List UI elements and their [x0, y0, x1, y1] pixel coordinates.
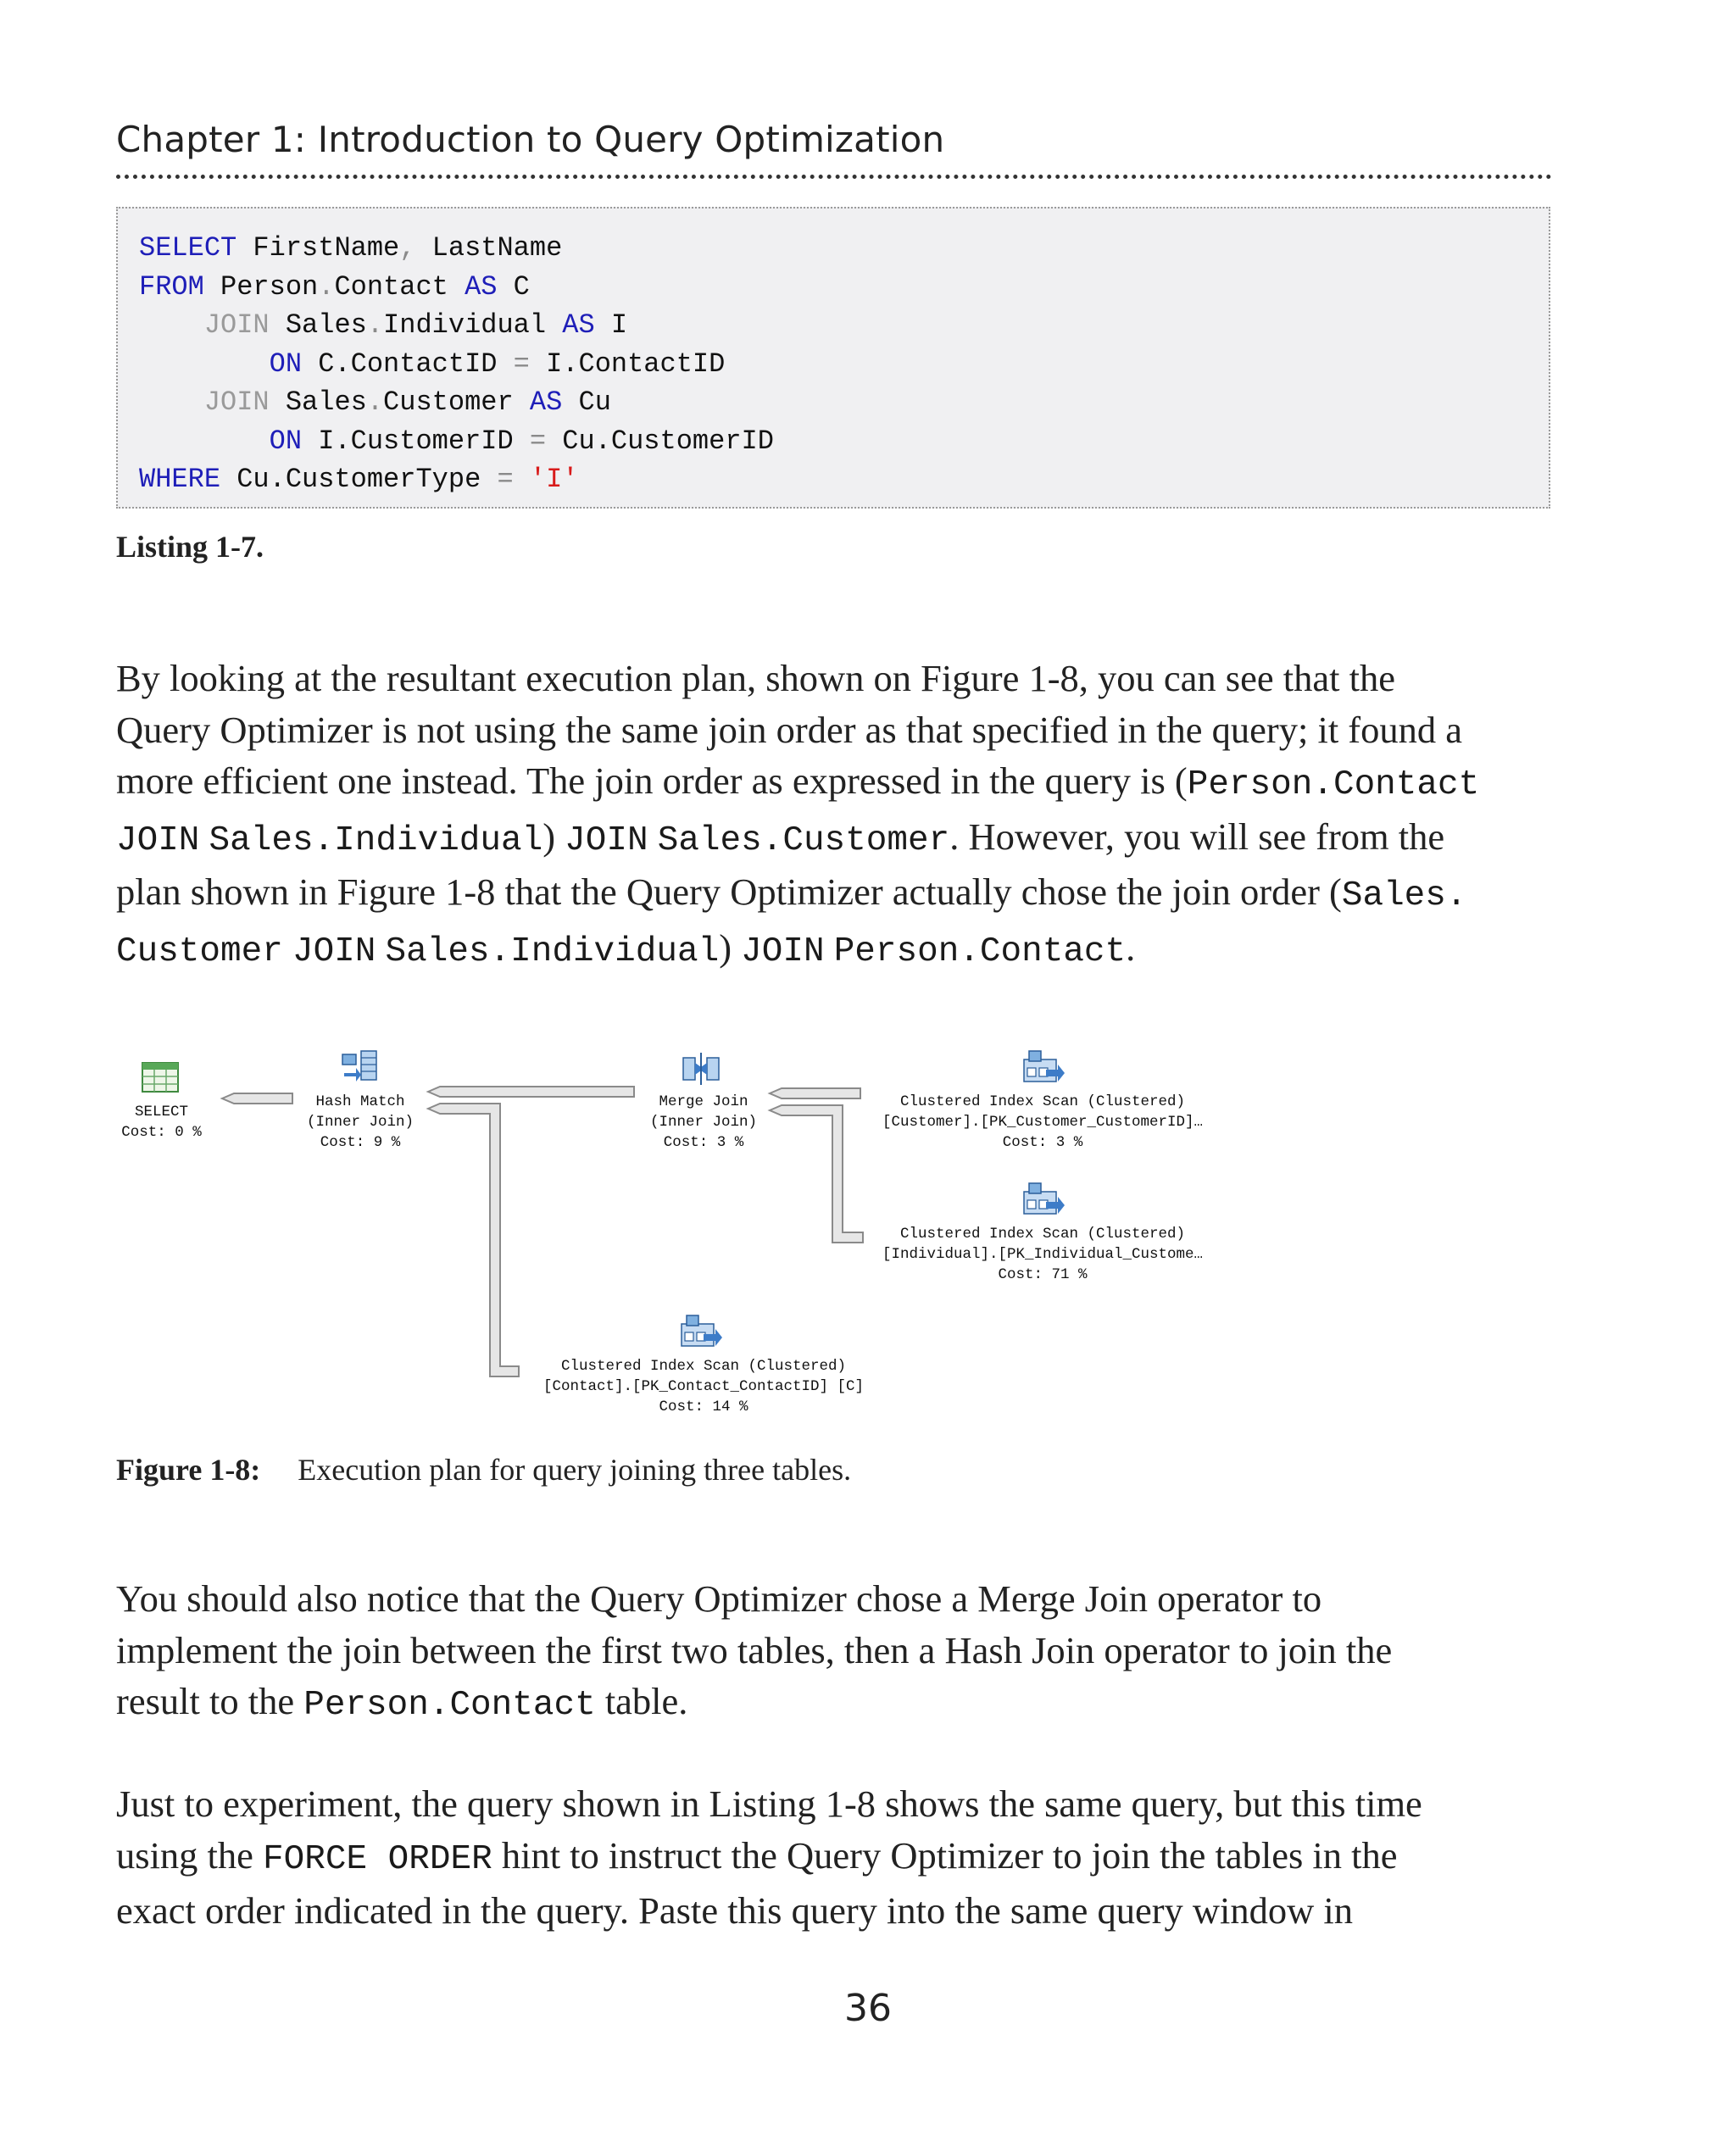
merge-join-label: Merge Join (Inner Join) Cost: 3 % [649, 1093, 758, 1151]
scan-contact-label: Clustered Index Scan (Clustered) [Contact].[PK_Contact_ContactID] [C] Cost: 14 % [542, 1358, 865, 1415]
page-number: 36 [844, 1987, 892, 2030]
para3-line-2: using the FORCE ORDER hint to instruct the Query Optimizer to join the tables in the [116, 1833, 1398, 1879]
para1-line-1: By looking at the resultant execution plan, shown on Figure 1-8, you can see that the [116, 657, 1395, 699]
code-line-7: WHERE Cu.CustomerType = 'I' [139, 464, 579, 495]
paragraph-3 [116, 1778, 1557, 1937]
para2-line-2: implement the join between the first two tables, then a Hash Join operator to join the [116, 1628, 1393, 1671]
paragraph-2 [116, 1573, 1557, 1732]
para3-line-3: exact order indicated in the query. Paste this query into the same query window in [116, 1889, 1354, 1932]
para1-line-6: Customer JOIN Sales.Individual) JOIN Person.Contact. [116, 926, 1136, 971]
code-line-2: FROM Person.Contact AS C [139, 270, 530, 303]
code-line-4: ON C.ContactID = I.ContactID [269, 348, 726, 380]
code-line-5: JOIN Sales.Customer AS Cu [203, 386, 611, 418]
clustered-index-scan-icon [682, 1315, 722, 1346]
code-line-6: ON I.CustomerID = Cu.CustomerID [269, 425, 774, 457]
para2-line-1: You should also notice that the Query Optimizer chose a Merge Join operator to [116, 1577, 1322, 1620]
para3-line-1: Just to experiment, the query shown in Listing 1-8 shows the same query, but this time [116, 1782, 1422, 1825]
chapter-header: Chapter 1: Introduction to Query Optimization [116, 119, 945, 160]
listing-caption: Listing 1-7. [116, 530, 264, 564]
para2-line-3: result to the Person.Contact table. [116, 1680, 688, 1725]
arrow-contact-to-hash [428, 1104, 519, 1376]
arrow-merge-to-hash [428, 1087, 634, 1097]
code-line-1: SELECT FirstName, LastName [139, 232, 563, 264]
para1-line-4: JOIN Sales.Individual) JOIN Sales.Customer. However, you will see from the [116, 815, 1445, 860]
scan-individual-label: Clustered Index Scan (Clustered) [Individual].[PK_Individual_Custome… Cost: 71 % [882, 1226, 1204, 1283]
figure-caption: Figure 1-8: Execution plan for query joining three tables. [116, 1453, 852, 1487]
clustered-index-scan-icon [1024, 1183, 1065, 1214]
para1-line-2: Query Optimizer is not using the same join order as that specified in the query; it found a [116, 708, 1463, 751]
clustered-index-scan-icon [1024, 1051, 1065, 1082]
merge-join-icon [683, 1053, 719, 1085]
para1-line-3: more efficient one instead. The join order as expressed in the query is (Person.Contact [116, 759, 1480, 804]
code-line-3: JOIN Sales.Individual AS I [203, 309, 628, 341]
select-operator-icon [142, 1063, 178, 1092]
select-operator-label: SELECT Cost: 0 % [121, 1104, 202, 1141]
para1-line-5: plan shown in Figure 1-8 that the Query Optimizer actually chose the join order (Sales. [116, 870, 1467, 915]
hash-match-label: Hash Match (Inner Join) Cost: 9 % [306, 1093, 415, 1151]
scan-customer-label: Clustered Index Scan (Clustered) [Customer].[PK_Customer_CustomerID]… Cost: 3 % [882, 1093, 1204, 1151]
hash-match-icon [342, 1051, 376, 1082]
